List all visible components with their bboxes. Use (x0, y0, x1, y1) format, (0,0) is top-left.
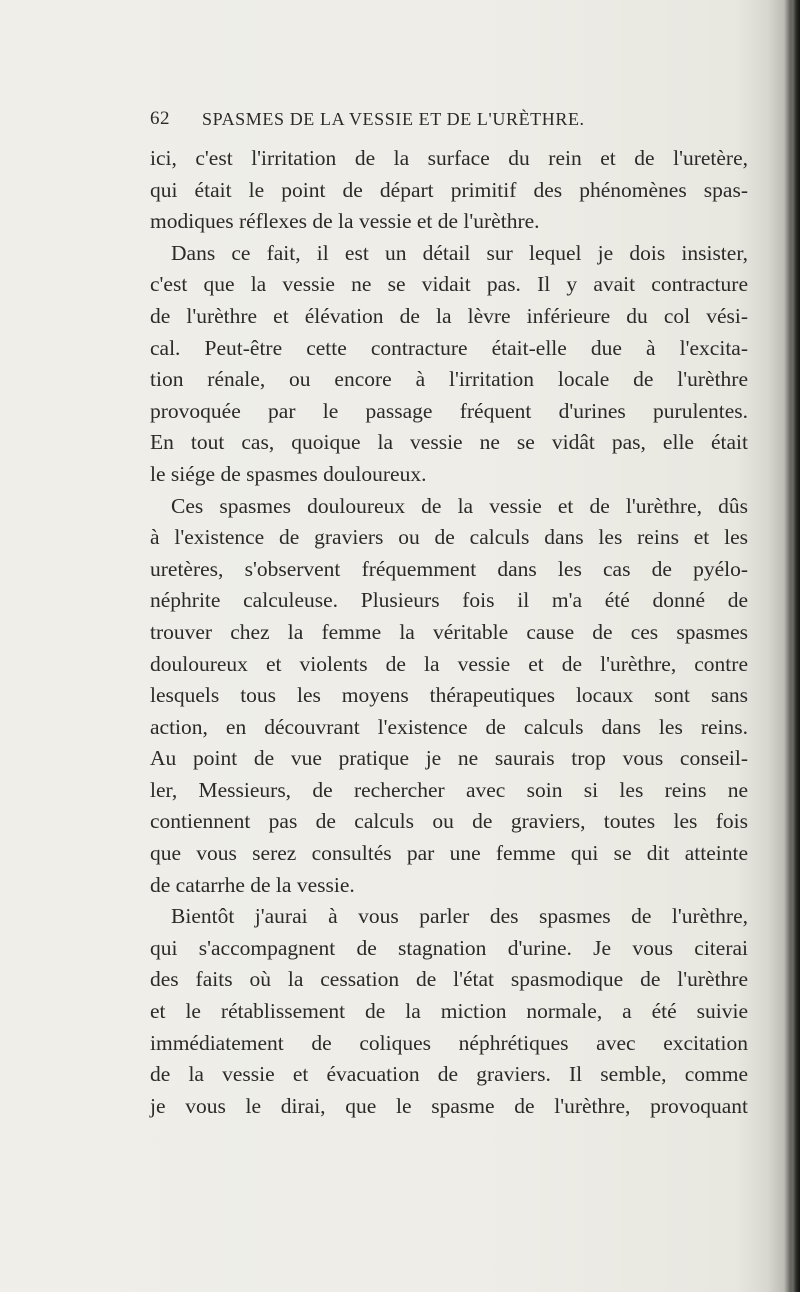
text-line: contiennent pas de calculs ou de graviers, toutes les fois (150, 809, 748, 834)
text-line: lesquels tous les moyens thérapeutiques locaux sont sans (150, 683, 748, 708)
text-line: Au point de vue pratique je ne saurais trop vous conseil- (150, 746, 748, 771)
text-line: qui s'accompagnent de stagnation d'urine. Je vous citerai (150, 935, 748, 960)
book-binding-edge (788, 0, 800, 1292)
text-line: le siége de spasmes douloureux. (150, 461, 427, 486)
text-line: et le rétablissement de la miction normale, a été suivie (150, 999, 748, 1024)
text-line: immédiatement de coliques néphrétiques avec excitation (150, 1030, 748, 1055)
running-head (150, 108, 750, 138)
text-line: douloureux et violents de la vessie et de l'urèthre, contre (150, 651, 748, 676)
text-line: cal. Peut-être cette contracture était-elle due à l'excita- (150, 335, 748, 360)
text-line: action, en découvrant l'existence de calculs dans les reins. (150, 714, 748, 739)
text-line: que vous serez consultés par une femme qui se dit atteinte (150, 841, 748, 866)
text-line: En tout cas, quoique la vessie ne se vidât pas, elle était (150, 430, 748, 455)
text-line: provoquée par le passage fréquent d'urines purulentes. (150, 398, 748, 423)
text-line: trouver chez la femme la véritable cause de ces spasmes (150, 619, 748, 644)
text-line: qui était le point de départ primitif des phénomènes spas- (150, 177, 748, 202)
text-line: de catarrhe de la vessie. (150, 872, 355, 897)
text-line: ler, Messieurs, de rechercher avec soin si les reins ne (150, 777, 748, 802)
text-line: de la vessie et évacuation de graviers. Il semble, comme (150, 1062, 748, 1087)
text-line: ici, c'est l'irritation de la surface du rein et de l'uretère, (150, 146, 748, 170)
text-line: je vous le dirai, que le spasme de l'urèthre, provoquant (150, 1093, 748, 1118)
text-line: Bientôt j'aurai à vous parler des spasmes de l'urèthre, (171, 904, 748, 929)
text-line: Dans ce fait, il est un détail sur lequel je dois insister, (171, 240, 748, 265)
running-head-title: SPASMES DE LA VESSIE ET DE L'URÈTHRE. (202, 109, 585, 129)
text-line: à l'existence de graviers ou de calculs dans les reins et les (150, 525, 748, 550)
text-line: c'est que la vessie ne se vidait pas. Il y avait contracture (150, 272, 748, 297)
text-line: des faits où la cessation de l'état spasmodique de l'urèthre (150, 967, 748, 992)
text-line: Ces spasmes douloureux de la vessie et de l'urèthre, dûs (171, 493, 748, 518)
text-line: tion rénale, ou encore à l'irritation locale de l'urèthre (150, 367, 748, 392)
text-line: néphrite calculeuse. Plusieurs fois il m'a été donné de (150, 588, 748, 613)
body-text (150, 143, 748, 1122)
text-line: de l'urèthre et élévation de la lèvre inférieure du col vési- (150, 303, 748, 328)
text-line: uretères, s'observent fréquemment dans les cas de pyélo- (150, 556, 748, 581)
text-line: modiques réflexes de la vessie et de l'urèthre. (150, 209, 540, 234)
page-number: 62 (150, 108, 170, 129)
